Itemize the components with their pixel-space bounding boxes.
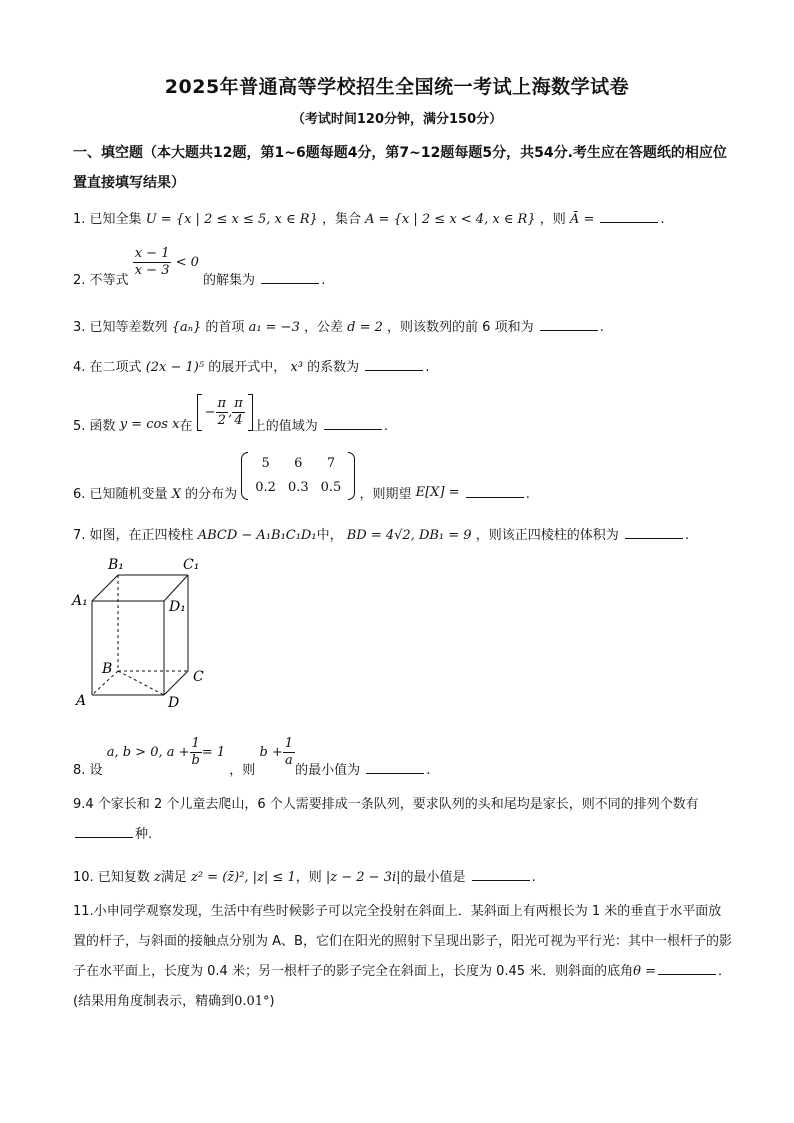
fraction: $\frac{x - 1}{x - 3}$ <box>134 246 170 278</box>
answer-blank[interactable] <box>658 960 716 975</box>
answer-blank[interactable] <box>466 483 524 498</box>
question-number: 7. <box>73 528 86 543</box>
interval: − $\frac{\pi}{2}$ , $\frac{\pi}{4}$ <box>197 396 253 429</box>
label-C: C <box>193 669 204 685</box>
question-7: 7. 如图，在正四棱柱 ABCD − A₁B₁C₁D₁中， BD = 4√2, DB₁ = 9 ，则该正四棱柱的体积为 . <box>73 524 733 546</box>
question-4: 4. 在二项式 (2x − 1)⁵ 的展开式中， x³ 的系数为 . <box>73 356 733 378</box>
question-number: 1. <box>73 212 86 227</box>
label-A1: A₁ <box>72 593 88 609</box>
question-number: 2. <box>73 273 86 288</box>
question-6: 6. 已知随机变量 X 的分布为 5 6 7 0.2 0.3 0.5 ，则期望 E[X] = . <box>73 452 733 500</box>
prism-figure <box>70 553 220 713</box>
answer-blank[interactable] <box>261 269 319 284</box>
answer-blank[interactable] <box>365 356 423 371</box>
page-subtitle: （考试时间120分钟，满分150分） <box>291 112 503 127</box>
answer-blank[interactable] <box>540 316 598 331</box>
question-5: 5. 函数 y = cos x在 − $\frac{\pi}{2}$ , $\frac{\pi}{4}$ 上的值域为 . <box>73 396 389 434</box>
question-9: 9.4 个家长和 2 个儿童去爬山，6 个人需要排成一条队列，要求队列的头和尾均是家长，则不同的排列个数有种. <box>73 797 699 842</box>
label-B1: B₁ <box>108 557 124 573</box>
question-number: 3. <box>73 320 86 335</box>
label-A: A <box>76 693 87 709</box>
answer-blank[interactable] <box>600 208 658 223</box>
question-number: 8. <box>73 763 86 778</box>
question-10: 10. 已知复数 z满足 z² = (z̄)², |z| ≤ 1，则 |z − 2 − 3i|的最小值是 . <box>73 866 733 888</box>
label-D1: D₁ <box>169 599 186 615</box>
label-D: D <box>168 695 180 711</box>
label-B: B <box>102 661 113 677</box>
question-number: 9. <box>73 797 86 812</box>
question-3: 3. 已知等差数列 {aₙ} 的首项 a₁ = −3 ，公差 d = 2 ，则该数列的前 6 项和为 . <box>73 316 733 338</box>
question-number: 11. <box>73 904 94 919</box>
math-expr: U = {x | 2 ≤ x ≤ 5, x ∈ R} <box>145 212 318 227</box>
answer-blank[interactable] <box>324 415 382 430</box>
question-8: 8. 设 a, b > 0, a + $\frac{1}{b}$ = 1 ，则 b + $\frac{1}{a}$ 的最小值为 . <box>73 736 431 778</box>
distribution-matrix: 5 6 7 0.2 0.3 0.5 <box>241 452 355 500</box>
math-expr: A = {x | 2 ≤ x < 4, x ∈ R} <box>365 212 536 227</box>
answer-blank[interactable] <box>625 524 683 539</box>
question-2: 2. 不等式 $\frac{x - 1}{x - 3}$ < 0 的解集为 . <box>73 246 326 288</box>
question-number: 10. <box>73 870 94 885</box>
answer-blank[interactable] <box>472 866 530 881</box>
question-11: 11.小申同学观察发现，生活中有些时候影子可以完全投射在斜面上．某斜面上有两根长为 1 米的垂直于水平面放置的杆子，与斜面的接触点分别为 A、B，它们在阳光的照射下呈现出影子，阳光可视为平行光：其中一根杆子的影子在水平面上，长度为 0.4 米；另一根杆子的影子完全在斜面上，长度为 0.45 米．则斜面的底角θ = ．(结果用角度制表示，精确到0.01°) <box>73 904 732 1009</box>
question-number: 6. <box>73 486 86 502</box>
answer-blank[interactable] <box>75 823 133 838</box>
page-title: 2025年普通高等学校招生全国统一考试上海数学试卷 <box>164 76 630 98</box>
question-number: 4. <box>73 360 86 375</box>
question-1: 1. 已知全集 U = {x | 2 ≤ x ≤ 5, x ∈ R} ，集合 A = {x | 2 ≤ x < 4, x ∈ R} ，则 Ā = . <box>73 208 733 230</box>
answer-blank[interactable] <box>366 759 424 774</box>
math-expr: Ā = <box>569 212 595 227</box>
section-heading: 一、填空题（本大题共12题，第1~6题每题4分，第7~12题每题5分，共54分.考生应在答题纸的相应位置直接填写结果） <box>73 145 727 191</box>
label-C1: C₁ <box>183 557 200 573</box>
question-number: 5. <box>73 419 86 434</box>
